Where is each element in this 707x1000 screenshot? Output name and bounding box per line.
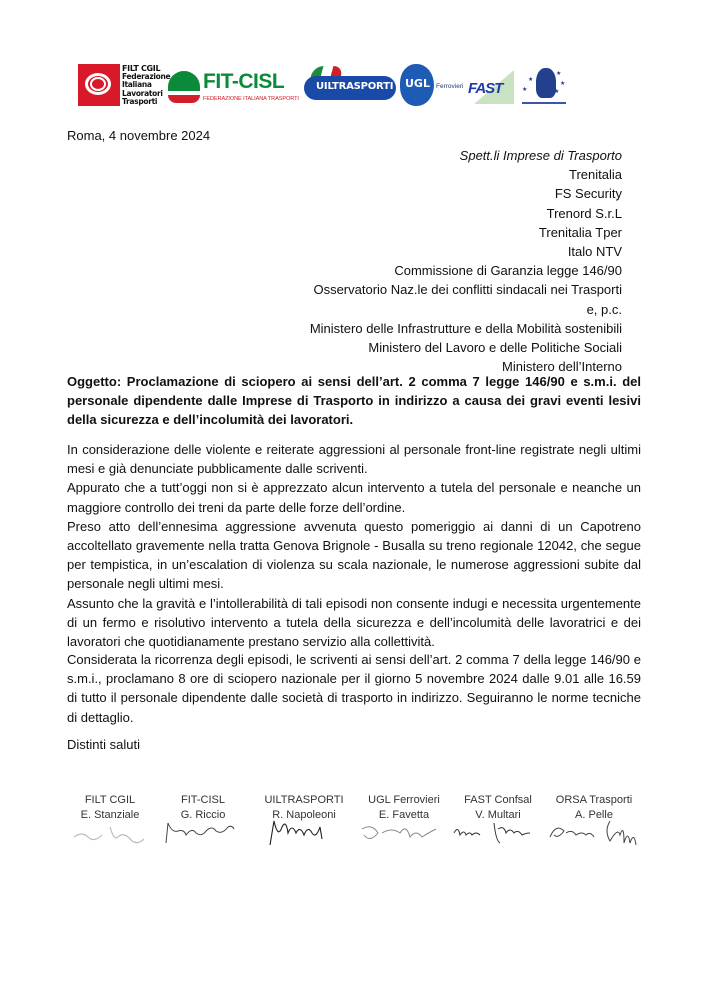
signature-orsa-trasporti: [544, 793, 644, 847]
ugl-logo-title: UGL: [405, 77, 430, 90]
handwritten-signature-icon: [70, 819, 150, 847]
union-logos-header: [78, 62, 568, 110]
signature-name: E. Favetta: [378, 809, 430, 821]
recipient-line: Trenitalia Tper: [538, 224, 622, 240]
signature-filt-cgil: [70, 793, 150, 847]
recipients-block: [310, 146, 622, 376]
handwritten-signature-icon: [544, 819, 644, 847]
signature-org: FIT-CISL: [180, 794, 225, 806]
recipient-line: Trenord S.r.L: [546, 205, 622, 221]
filt-cgil-line: FILT CGIL: [122, 64, 161, 73]
signature-fit-cisl: [158, 793, 248, 847]
handwritten-signature-icon: [356, 819, 452, 847]
signature-org: ORSA Trasporti: [555, 794, 633, 806]
filt-cgil-line: Federazione: [122, 72, 171, 82]
ugl-logo-icon: [400, 64, 434, 106]
letter-closing: Distinti saluti: [67, 737, 140, 752]
signature-org: UGL Ferrovieri: [368, 794, 440, 806]
signature-name: G. Riccio: [180, 809, 226, 821]
signature-name: E. Stanziale: [80, 809, 140, 821]
filt-cgil-line: Trasporti: [122, 96, 158, 106]
ugl-logo-subtitle: Ferrovieri: [436, 83, 464, 90]
filt-cgil-logo-text: [122, 65, 170, 106]
handwritten-signature-icon: [256, 819, 352, 847]
signature-name: R. Napoleoni: [272, 809, 336, 821]
orsa-bear-logo-icon: ★ ★ ★ ★ ★: [518, 64, 566, 108]
recipient-line: Commissione di Garanzia legge 146/90: [394, 263, 622, 279]
letter-date: Roma, 4 novembre 2024: [67, 128, 211, 143]
body-paragraph: In considerazione delle violente e reiterate aggressioni al personale front-line registrate negli ultimi mesi e già denunciate pubblicamente dalle scriventi.: [67, 442, 641, 477]
recipient-line: Italo NTV: [567, 244, 622, 260]
signature-org: UILTRASPORTI: [264, 794, 344, 806]
recipient-line: Ministero del Lavoro e delle Politiche Sociali: [368, 340, 622, 356]
recipient-line: Spett.li Imprese di Trasporto: [459, 148, 622, 163]
fit-cisl-logo-icon: [168, 71, 200, 103]
fit-cisl-logo-subtitle: FEDERAZIONE ITALIANA TRASPORTI: [203, 96, 299, 102]
signature-uiltrasporti: [256, 793, 352, 847]
handwritten-signature-icon: [450, 819, 546, 847]
signature-org: FAST Confsal: [464, 794, 532, 806]
signature-ugl-ferrovieri: [356, 793, 452, 847]
recipient-line: Osservatorio Naz.le dei conflitti sindacali nei Trasporti: [313, 282, 622, 298]
letter-body: [67, 440, 641, 651]
body-paragraph: Assunto che la gravità e l’intollerabilità di tali episodi non consente indugi e necessita urgentemente di un fermo e risolutivo intervento a tutela della sicurezza e dell’incolumità delle lavoratrici e dei lavoratori che quotidianamente prestano servizio alla collettività.: [67, 595, 641, 650]
handwritten-signature-icon: [158, 819, 248, 847]
filt-cgil-logo-icon: [78, 64, 120, 106]
uiltrasporti-logo-icon: [300, 66, 398, 106]
recipient-line: Ministero dell’Interno: [502, 359, 622, 375]
body-paragraph: Appurato che a tutt’oggi non si è apprezzato alcun intervento a tutela del personale e neanche un maggiore controllo dei treni da parte delle forze dell’ordine.: [67, 480, 641, 515]
filt-cgil-line: Italiana: [122, 80, 152, 90]
recipient-line: FS Security: [554, 186, 622, 202]
filt-cgil-line: Lavoratori: [122, 88, 163, 98]
recipient-line: e, p.c.: [586, 301, 622, 317]
signatures-block: [70, 793, 650, 863]
fast-logo-title: FAST: [468, 80, 503, 97]
strike-proclamation: Considerata la ricorrenza degli episodi, le scriventi ai sensi dell’art. 2 comma 7 della legge 146/90 e s.m.i., proclamano 8 ore di sciopero nazionale per il giorno 5 novembre 2024 dalle 9.01 alle 16.59 di tutto il personale dipendente dalle società di trasporto in indirizzo. Seguiranno le norme tecniche di dettaglio.: [67, 652, 641, 725]
recipient-line: Trenitalia: [569, 167, 622, 183]
uiltrasporti-logo-title: UILTRASPORTI: [316, 81, 394, 92]
signature-name: A. Pelle: [575, 809, 613, 821]
letter-subject: Oggetto: Proclamazione di sciopero ai sensi dell’art. 2 comma 7 legge 146/90 e s.m.i. del personale dipendente dalle Imprese di Trasporto in indirizzo a causa dei gravi eventi lesivi della sicurezza e dell’incolumità dei lavoratori.: [67, 374, 641, 427]
signature-fast-confsal: [450, 793, 546, 847]
signature-org: FILT CGIL: [84, 794, 136, 806]
recipient-line: Ministero delle Infrastrutture e della Mobilità sostenibili: [309, 320, 622, 336]
body-paragraph: Preso atto dell’ennesima aggressione avvenuta questo pomeriggio ai danni di un Capotreno accoltellato gravemente nella tratta Genova Brignole - Busalla su treno regionale 12042, che segue per tempistica, in un’escalation di violenza su scala nazionale, le numerose aggressioni subite dal personale negli ultimi mesi.: [67, 518, 641, 592]
fit-cisl-logo-title: FIT-CISL: [203, 70, 285, 93]
fast-logo-icon: [468, 70, 514, 106]
signature-name: V. Multari: [475, 809, 521, 821]
